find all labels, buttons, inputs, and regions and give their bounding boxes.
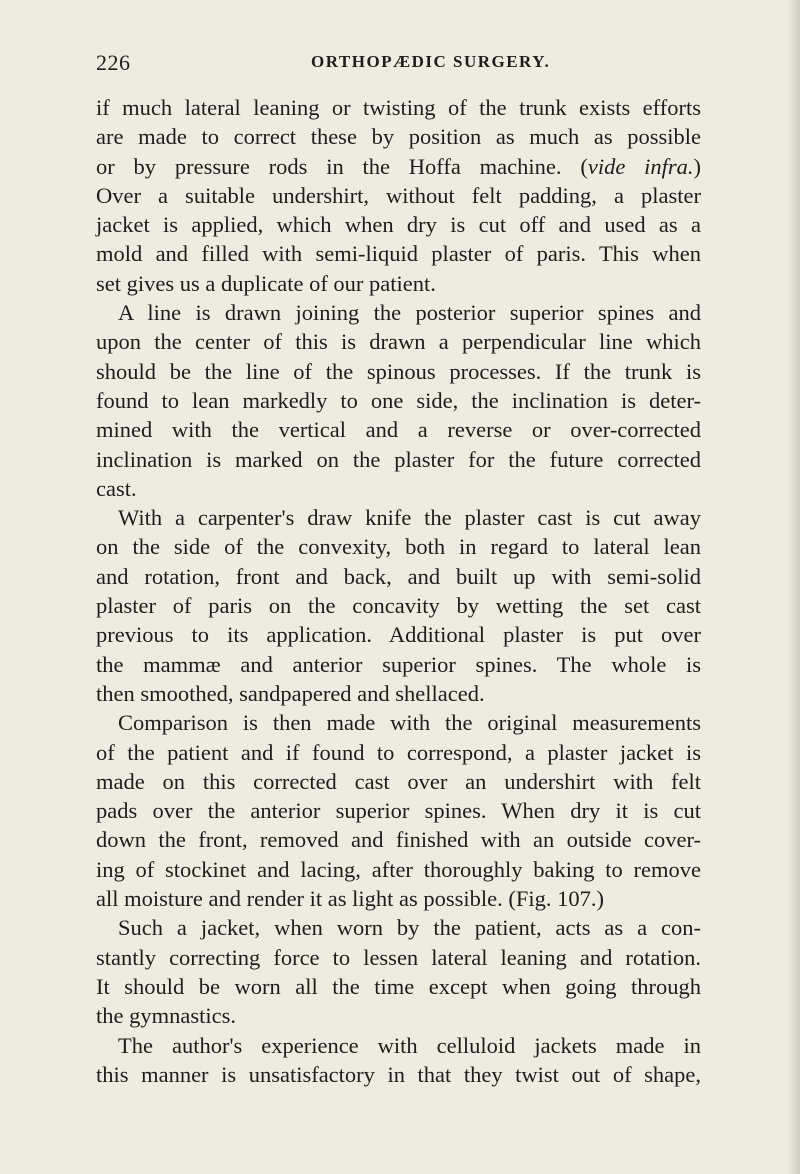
text-line: With a carpenter's draw knife the plaster cast is cut away [118, 505, 701, 531]
text-line: ing of stockinet and lacing, after thoroughly baking to remove [96, 856, 701, 882]
text-line: the mammæ and anterior superior spines. The whole is [96, 651, 701, 677]
text-line: jacket is applied, which when dry is cut off and used as a [96, 212, 701, 238]
text-line: should be the line of the spinous processes. If the trunk is [96, 358, 701, 384]
text-line: on the side of the convexity, both in regard to lateral lean [96, 534, 701, 560]
text-line: upon the center of this is drawn a perpendicular line which [96, 329, 701, 355]
text-line: previous to its application. Additional plaster is put over [96, 622, 701, 648]
text-line: if much lateral leaning or twisting of the trunk exists efforts [96, 95, 701, 120]
text-line: It should be worn all the time except when going through [96, 973, 701, 999]
text-line: then smoothed, sandpapered and shellaced. [96, 680, 485, 706]
body-text [96, 93, 701, 1089]
text-line: The author's experience with celluloid jackets made in [118, 1032, 701, 1058]
text-line: mold and filled with semi-liquid plaster of paris. This when [96, 241, 701, 267]
text-line: are made to correct these by position as much as possible [96, 124, 701, 150]
text-line: inclination is marked on the plaster for the future corrected [96, 446, 701, 472]
text-line: set gives us a duplicate of our patient. [96, 270, 436, 296]
page-number: 226 [96, 50, 131, 75]
text-line: of the patient and if found to correspond, a plaster jacket is [96, 739, 701, 765]
text-line: made on this corrected cast over an undershirt with felt [96, 768, 701, 794]
page-edge-shadow [786, 0, 800, 1174]
text-line: and rotation, front and back, and built up with semi-solid [96, 563, 701, 589]
text-line: mined with the vertical and a reverse or over-corrected [96, 417, 701, 443]
text-line: Such a jacket, when worn by the patient, acts as a con- [118, 915, 701, 941]
text-line: or by pressure rods in the Hoffa machine. (vide infra.) [96, 153, 701, 179]
text-line: Over a suitable undershirt, without felt padding, a plaster [96, 182, 701, 208]
text-line: plaster of paris on the concavity by wetting the set cast [96, 593, 701, 619]
text-line: Comparison is then made with the original measurements [118, 710, 701, 736]
running-title: ORTHOPÆDIC SURGERY. [311, 52, 551, 71]
text-line: stantly correcting force to lessen lateral leaning and rotation. [96, 944, 701, 970]
text-line: all moisture and render it as light as possible. (Fig. 107.) [96, 886, 605, 912]
text-line: pads over the anterior superior spines. When dry it is cut [96, 798, 701, 824]
running-head [96, 50, 701, 74]
text-line: found to lean markedly to one side, the inclination is deter- [96, 387, 701, 413]
text-line: this manner is unsatisfactory in that they twist out of shape, [96, 1061, 701, 1087]
text-line: down the front, removed and finished with an outside cover- [96, 827, 701, 853]
text-line: A line is drawn joining the posterior superior spines and [118, 300, 701, 326]
text-line: cast. [96, 475, 137, 501]
text-line: the gymnastics. [96, 1003, 236, 1029]
